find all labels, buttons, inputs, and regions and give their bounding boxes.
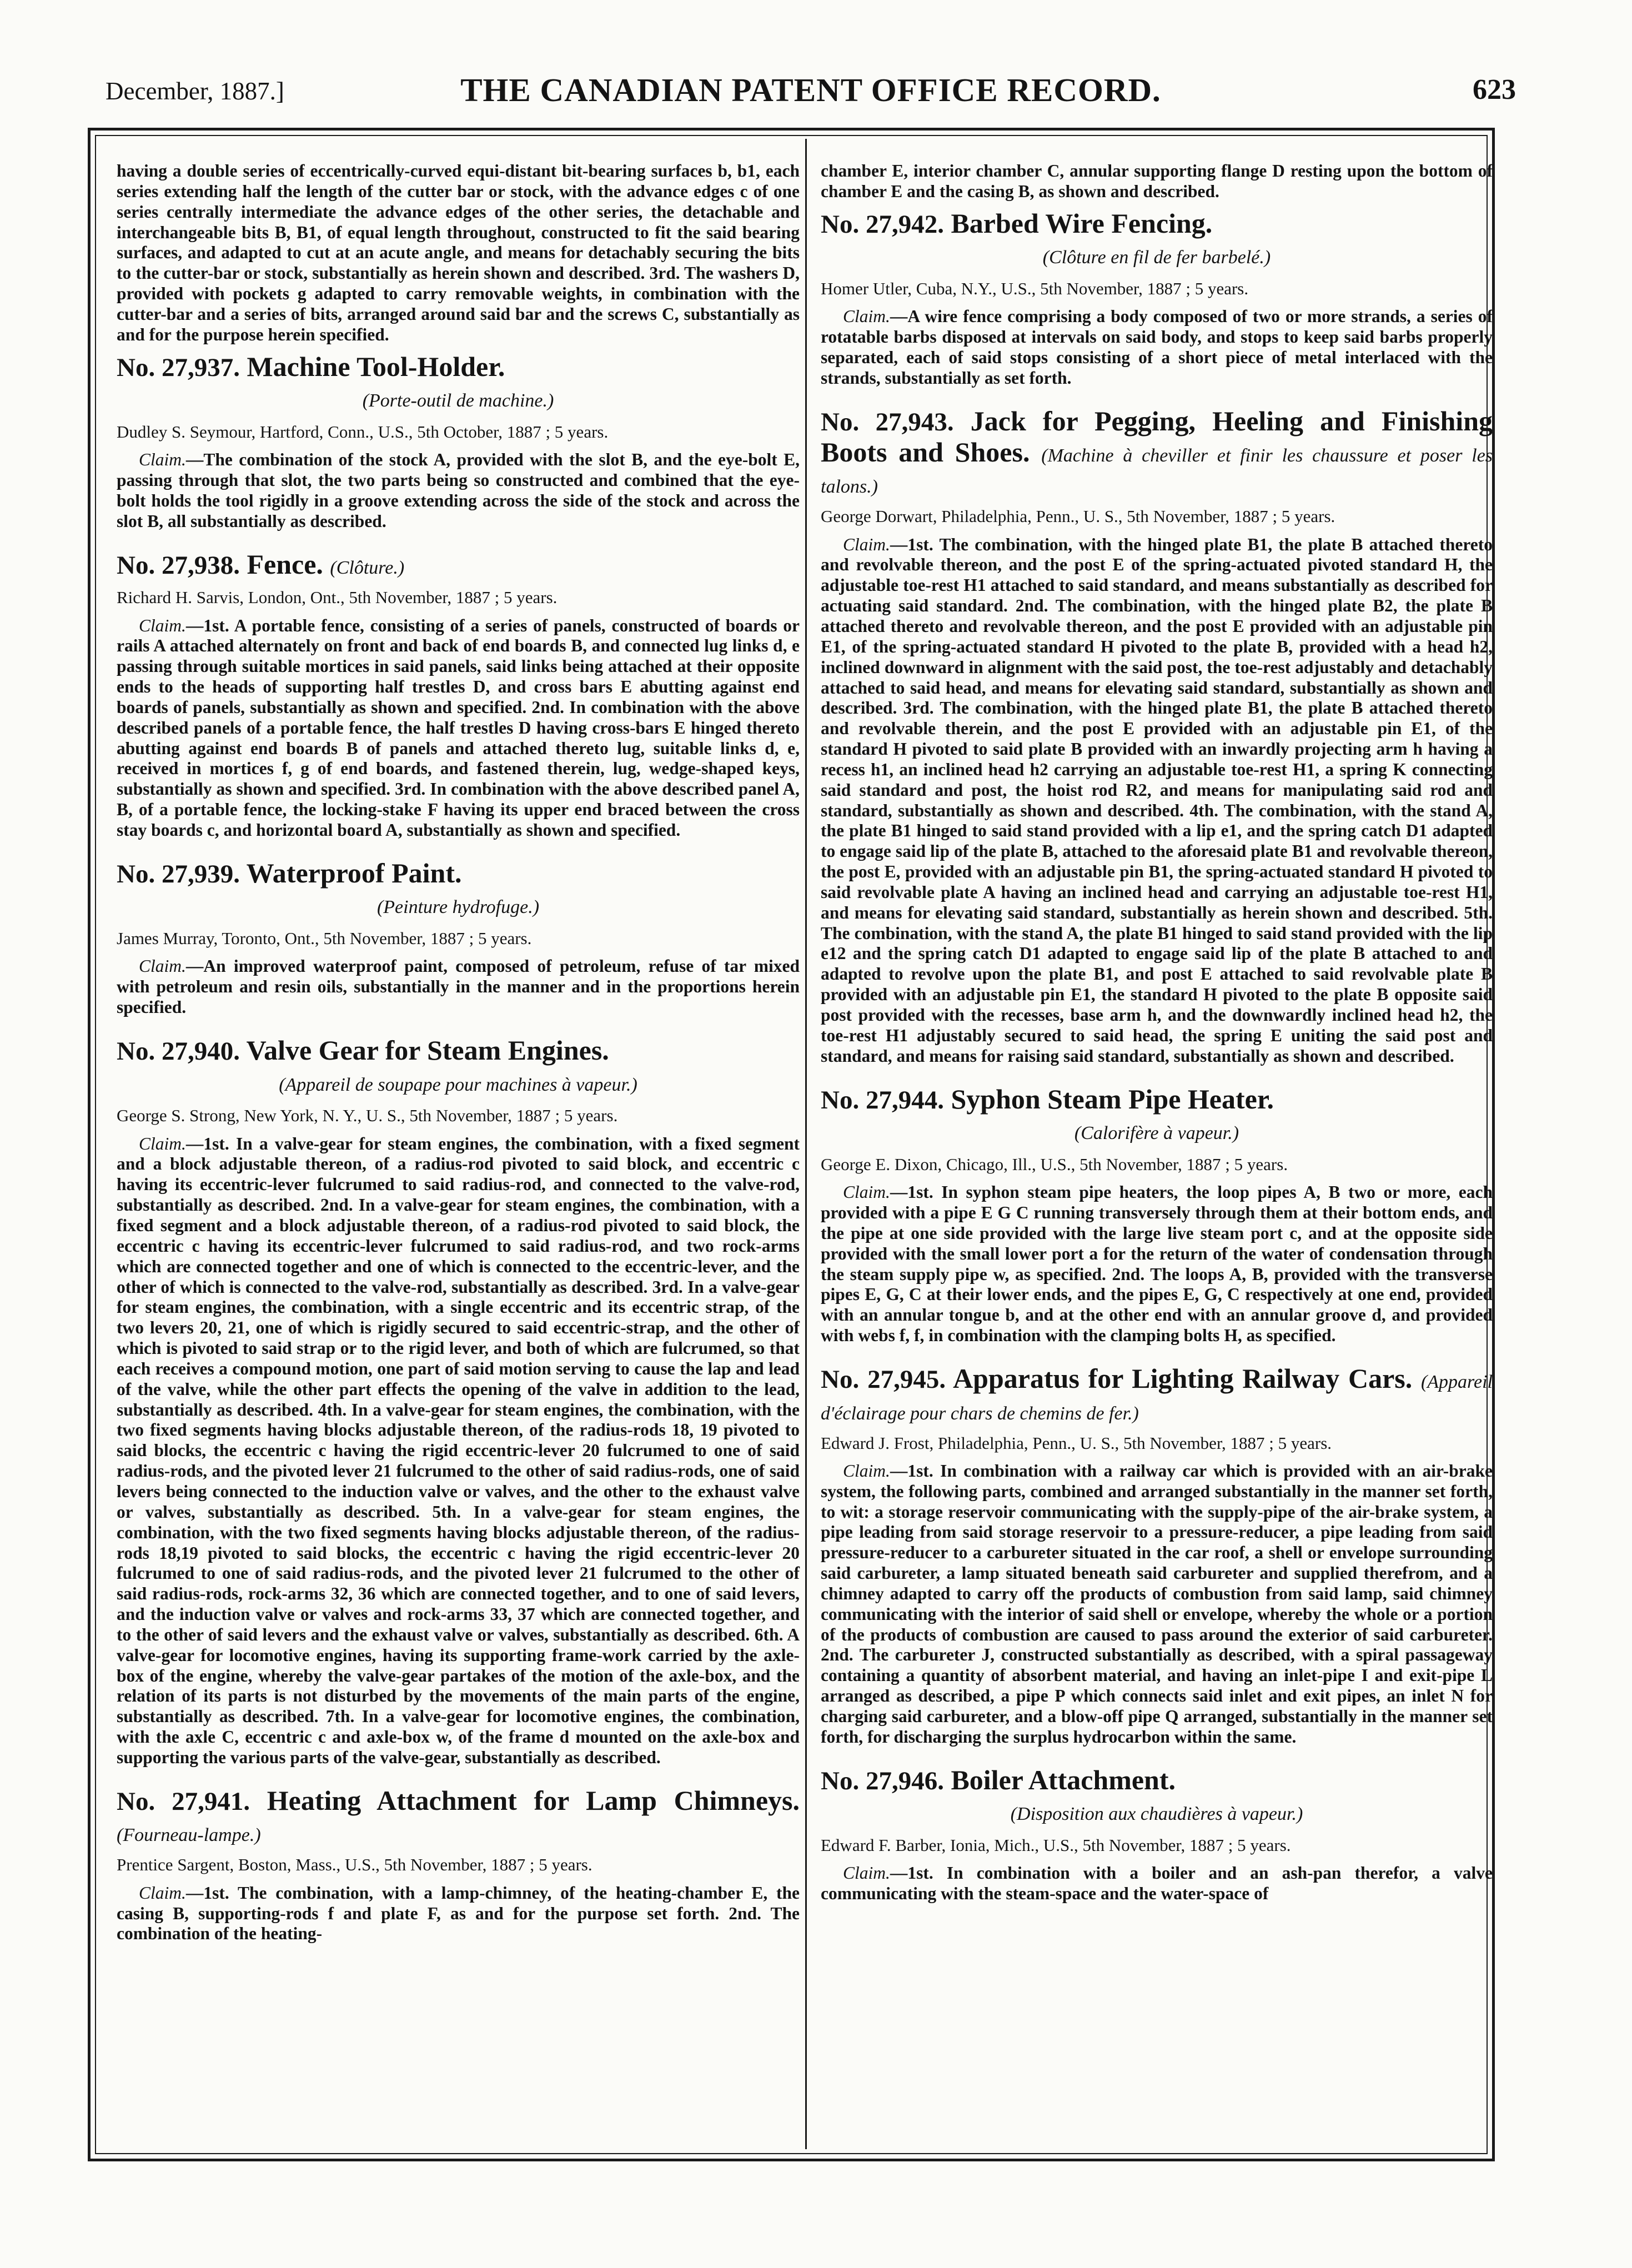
french-title: (Disposition aux chaudières à vapeur.) xyxy=(1010,1804,1303,1825)
page-number: 623 xyxy=(1473,74,1516,106)
patent-entry xyxy=(117,857,800,1018)
claim-label: Claim. xyxy=(843,307,890,327)
french-title: (Clôture en fil de fer barbelé.) xyxy=(1042,247,1271,268)
claim-body: —1st. The combination, with a lamp-chimney, of the heating-chamber E, the casing B, supporting-rods f and plate F, as and for the purpose set forth. 2nd. The combination of the heating- xyxy=(117,1883,800,1944)
right-patent-list xyxy=(821,208,1493,1904)
french-title: (Calorifère à vapeur.) xyxy=(1074,1123,1239,1144)
claim-label: Claim. xyxy=(139,450,186,470)
patent-heading xyxy=(117,549,800,580)
claim-body: —1st. The combination, with the hinged plate B1, the plate B attached thereto and revolvable thereon, and the post E of the spring-actuated pivoted standard H, the adjustable toe-rest H1 attached to said standard, and means substantially as described for actuating said standard. 2nd. The combination, with the hinged plate B2, the plate B attached thereto and revolvable thereon, and the post E provided with an adjustable pin E1, of the spring-actuated standard H pivoted to the plate B, provided with a head h2, inclined downward in alignment with the said post, the toe-rest adjustably and detachably attached to said head, and means for elevating said standard, substantially as shown and described. 3rd. The combination, with the hinged plate B1, the plate B attached thereto and revolvable therein, and the post E provided with an adjustable pin E1, of the standard H pivoted to said plate B provided with an inwardly projecting arm h having a recess h1, an inclined head h2 carrying an adjustable toe-rest H1, a spring K connecting said standard and post, the hoist rod R2, and means for manipulating said rod and standard, substantially as shown and described. 4th. The combination, with the stand A, the plate B1 hinged to said stand provided with a lip e1, and the spring catch D1 adapted to engage said lip of the plate B, attached to the aforesaid plate B1 and revolvable thereon, the post E, provided with an adjustable pin B1, the spring-actuated standard H pivoted to said revolvable plate A having an inclined head and carrying an adjustable toe-rest H1, and means for elevating said standard, substantially as herein shown and described. 5th. The combination, with the stand A, the plate B1 hinged to said stand provided with the lip e12 and the spring catch D1 adapted to engage said lip of the plate B attached to and adapted to revolve upon the plate B1, and post E attached to said revolvable plate B provided with an adjustable pin E1, the standard H pivoted to the plate B opposite said post provided with the recesses, base arm h, and the downwardly inclined head h2, the toe-rest H1 adjustably secured to said head, the spring E uniting the said post and standard, and means for raising said standard, substantially as shown and described. xyxy=(821,534,1493,1066)
inventor-line: Edward J. Frost, Philadelphia, Penn., U. S., 5th November, 1887 ; 5 years. xyxy=(821,1433,1332,1453)
claim-text xyxy=(821,1182,1493,1346)
continued-claim-text: chamber E, interior chamber C, annular supporting flange D resting upon the bottom of chamber E and the casing B, as shown and described. xyxy=(821,161,1493,201)
inventor-line: George E. Dixon, Chicago, Ill., U.S., 5th November, 1887 ; 5 years. xyxy=(821,1154,1288,1174)
patent-heading xyxy=(821,1083,1493,1115)
patent-entry xyxy=(821,1363,1493,1748)
left-column xyxy=(117,161,800,1944)
french-title: (Porte-outil de machine.) xyxy=(362,390,554,412)
column-divider xyxy=(805,139,807,2149)
patent-entry xyxy=(117,1035,800,1768)
inventor-line: Dudley S. Seymour, Hartford, Conn., U.S., 5th October, 1887 ; 5 years. xyxy=(117,422,609,441)
french-title: (Clôture.) xyxy=(330,557,405,578)
claim-text xyxy=(821,535,1493,1067)
patent-title: Machine Tool-Holder. xyxy=(247,350,505,382)
inventor-line: Homer Utler, Cuba, N.Y., U.S., 5th November, 1887 ; 5 years. xyxy=(821,279,1249,299)
patent-heading xyxy=(821,1764,1493,1796)
publication-title: THE CANADIAN PATENT OFFICE RECORD. xyxy=(460,72,1161,108)
inventor-line: George Dorwart, Philadelphia, Penn., U. S., 5th November, 1887 ; 5 years. xyxy=(821,506,1335,526)
patent-title: Barbed Wire Fencing. xyxy=(951,207,1213,239)
patent-number: No. 27,940. xyxy=(117,1036,240,1066)
claim-label: Claim. xyxy=(843,1863,890,1883)
patent-heading xyxy=(117,1035,800,1066)
claim-label: Claim. xyxy=(843,1461,890,1481)
inventor-line: George S. Strong, New York, N. Y., U. S., 5th November, 1887 ; 5 years. xyxy=(117,1106,618,1126)
patent-entry xyxy=(821,405,1493,1067)
patent-heading xyxy=(821,1363,1493,1426)
patent-title: Waterproof Paint. xyxy=(246,857,462,889)
patent-title: Apparatus for Lighting Railway Cars. xyxy=(953,1362,1413,1394)
patent-heading xyxy=(821,405,1493,499)
patent-number: No. 27,943. xyxy=(821,407,954,436)
claim-body: —1st. In combination with a boiler and an ash-pan therefor, a valve communicating with the steam-space and the water-space of xyxy=(821,1863,1493,1904)
claim-text xyxy=(821,1863,1493,1904)
claim-body: —1st. In combination with a railway car which is provided with an air-brake system, the following parts, combined and arranged substantially in the manner set forth, to wit: a storage reservoir communicating with the supply-pipe of the air-brake system, a pipe leading from said storage reservoir to a pressure-reducer, a pipe leading from said pressure-reducer to a carbureter situated in the car roof, a shell or envelope surrounding said carbureter, a lamp situated beneath said carbureter and supplied therefrom, and a chimney adapted to carry off the products of combustion from said lamp, said chimney communicating with the interior of said shell or envelope, whereby the whole or a portion of the products of combustion are caused to pass around the exterior of said carbureter. 2nd. The carbureter J, constructed substantially as described, with a spiral passageway containing a quantity of absorbent material, and having an inlet-pipe I and exit-pipe L arranged as described, a pipe P which connects said inlet and exit pipes, an inlet N for charging said carbureter, and a blow-off pipe Q arranged, substantially in the manner set forth, for discharging the surplus hydrocarbon within the same. xyxy=(821,1461,1493,1747)
claim-body: —The combination of the stock A, provided with the slot B, and the eye-bolt E, passing through that slot, the two parts being so constructed and combined that the eye-bolt holds the tool rigidly in a groove extending across the side of the stock and across the slot B, all substantially as described. xyxy=(117,450,800,531)
claim-body: —An improved waterproof paint, composed of petroleum, refuse of tar mixed with petroleum and resin oils, substantially in the manner and in the proportions herein specified. xyxy=(117,956,800,1017)
patent-heading xyxy=(117,857,800,889)
patent-title: Heating Attachment for Lamp Chimneys. xyxy=(267,1784,800,1816)
patent-number: No. 27,944. xyxy=(821,1085,944,1115)
continued-claim-text: having a double series of eccentrically-curved equi-distant bit-bearing surfaces b, b1, each series extending half the length of the cutter bar or stock, with the advance edges c of one series centrally intermediate the advance edges of the other series, the detachable and interchangeable bits B, B1, of equal length throughout, constructed to fit the said bearing surfaces, and adapted to cut at an acute angle, and means for detachably securing the bits to the cutter-bar or stock, substantially as herein shown and described. 3rd. The washers D, provided with pockets g adapted to carry removable weights, in combination with the cutter-bar and a series of bits, arranged around said bar and the screws C, substantially as and for the purpose herein specified. xyxy=(117,161,800,344)
claim-text xyxy=(117,616,800,841)
patent-number: No. 27,938. xyxy=(117,550,240,580)
french-title: (Appareil de soupape pour machines à vapeur.) xyxy=(279,1074,637,1095)
right-column xyxy=(821,161,1493,1904)
claim-label: Claim. xyxy=(843,534,890,554)
patent-heading xyxy=(117,351,800,383)
issue-date: December, 1887.] xyxy=(106,77,284,105)
claim-text xyxy=(117,450,800,531)
claim-text xyxy=(117,1134,800,1768)
claim-text xyxy=(117,1883,800,1945)
patent-number: No. 27,946. xyxy=(821,1766,944,1795)
patent-number: No. 27,939. xyxy=(117,859,240,889)
patent-entry xyxy=(821,1764,1493,1904)
patent-number: No. 27,942. xyxy=(821,209,944,239)
patent-entry xyxy=(117,549,800,841)
patent-entry xyxy=(117,351,800,532)
claim-label: Claim. xyxy=(843,1182,890,1202)
patent-number: No. 27,937. xyxy=(117,353,240,382)
inventor-line: Prentice Sargent, Boston, Mass., U.S., 5th November, 1887 ; 5 years. xyxy=(117,1855,592,1875)
claim-text xyxy=(117,956,800,1018)
inventor-line: Edward F. Barber, Ionia, Mich., U.S., 5th November, 1887 ; 5 years. xyxy=(821,1835,1291,1855)
claim-label: Claim. xyxy=(139,1133,186,1153)
french-title: (Peinture hydrofuge.) xyxy=(376,897,540,918)
patent-title: Syphon Steam Pipe Heater. xyxy=(951,1083,1274,1115)
patent-entry xyxy=(117,1785,800,1944)
left-patent-list xyxy=(117,351,800,1945)
patent-entry xyxy=(821,208,1493,389)
patent-number: No. 27,945. xyxy=(821,1364,946,1394)
inventor-line: James Murray, Toronto, Ont., 5th November, 1887 ; 5 years. xyxy=(117,929,532,949)
claim-text xyxy=(821,307,1493,388)
french-title: (Fourneau-lampe.) xyxy=(117,1825,261,1846)
running-head xyxy=(106,71,1516,110)
claim-body: —1st. In syphon steam pipe heaters, the loop pipes A, B two or more, each provided with a pipe E G C running transversely through them at their bottom ends, and the pipe at one side provided with the large live steam port c, and at the opposite side provided with the small lower port a for the return of the water of condensation through the steam supply pipe w, as specified. 2nd. The loops A, B, provided with the transverse pipes E, G, C at their lower ends, and the pipes E, G, C respectively at one end, provided with an annular tongue b, and at the other end with an annular groove d, and provided with webs f, f, in combination with the clamping bolts H, as specified. xyxy=(821,1182,1493,1346)
patent-entry xyxy=(821,1083,1493,1346)
patent-title: Valve Gear for Steam Engines. xyxy=(246,1034,609,1066)
claim-body: —A wire fence comprising a body composed of two or more strands, a series of rotatable barbs disposed at intervals on said body, and stops to keep said barbs properly separated, each of said stops consisting of a short piece of metal interlaced with the strands, substantially as set forth. xyxy=(821,307,1493,388)
patent-title: Fence. xyxy=(247,548,323,580)
claim-body: —1st. A portable fence, consisting of a series of panels, constructed of boards or rails A attached alternately on front and back of end boards B, and connected lug links d, e passing through suitable mortices in said panels, said links being attached at their opposite ends to the heads of supporting half trestles D, and cross bars E abutting against end boards of panels, substantially as shown and specified. 2nd. In combination with the above described panels of a portable fence, the half trestles D having cross-bars E hinged thereto abutting against end boards B of panels and attached thereto lug, suitable links d, e, received in mortices f, g of end boards, and fastened therein, lug, wedge-shaped keys, substantially as shown and specified. 3rd. In combination with the above described panel A, B, of a portable fence, the locking-stake F having its upper end braced between the cross stay boards c, and horizontal board A, substantially as shown and specified. xyxy=(117,615,800,840)
patent-title: Jack for Pegging, Heeling and Finishing Boots and Shoes. xyxy=(821,405,1493,468)
claim-label: Claim. xyxy=(139,956,186,976)
claim-label: Claim. xyxy=(139,615,186,635)
patent-heading xyxy=(117,1785,800,1848)
french-title: (Machine à cheviller et finir les chaussure et poser les talons.) xyxy=(821,445,1493,498)
french-title: (Appareil d'éclairage pour chars de chemins de fer.) xyxy=(821,1371,1493,1424)
claim-text xyxy=(821,1461,1493,1748)
patent-title: Boiler Attachment. xyxy=(951,1764,1176,1795)
patent-heading xyxy=(821,208,1493,239)
claim-label: Claim. xyxy=(139,1883,186,1903)
claim-body: —1st. In a valve-gear for steam engines, the combination, with a fixed segment and a block adjustable thereon, of a radius-rod pivoted to said block, and eccentric c having its eccentric-lever fulcrumed to said radius-rod, and connected to the valve-rod, substantially as described. 2nd. In a valve-gear for steam engines, the combination, with a fixed segment and a block adjustable thereon, of a radius-rod pivoted to said block, the eccentric c having its eccentric-lever fulcrumed to said radius-rod, and two rock-arms which are connected together and one of which is connected to the eccentric-lever, and the other of which is connected to the valve-rod, substantially as described. 3rd. In a valve-gear for steam engines, the combination, with a single eccentric and its eccentric strap, of the two levers 20, 21, one of which is rigidly secured to said eccentric-strap, and the other of which is pivoted to said strap or to the rigid lever, and both of which are fulcrumed, so that each receives a compound motion, one part of said motion serving to cause the lap and lead of the valve, while the other part effects the opening of the valve in addition to the lead, substantially as described. 4th. In a valve-gear for steam engines, the combination, with the two fixed segments having blocks adjustable thereon, of the radius-rods 18, 19 pivoted to said blocks, the eccentric c having the rigid eccentric-lever 20 fulcrumed to one of said radius-rods, and the pivoted lever 21 fulcrumed to the other of said radius-rods, one of said levers being connected to the induction valve or valves, and the other to the exhaust valve or valves, substantially as described. 5th. In a valve-gear for steam engines, the combination, with the two fixed segments having blocks adjustable thereon, of the radius-rods 18,19 pivoted to said blocks, the eccentric c having the rigid eccentric-lever 20 fulcrumed to one of said radius-rods, and the pivoted lever 21 fulcrumed to the other of said radius-rods, rock-arms 32, 36 which are connected together, and to one of said levers, and the induction valve or valves and rock-arms 33, 37 which are connected together, and to the other of said levers and the exhaust valve or valves, substantially as described. 6th. A valve-gear for locomotive engines, having its supporting frame-work carried by the axle-box of the engine, whereby the valve-gear partakes of the motion of the axle-box, and the relation of its parts is not disturbed by the movements of the main parts of the engine, substantially as described. 7th. In a valve-gear for locomotive engines, the combination, with the axle C, eccentric c and axle-box w, of the frame d mounted on the axle-box and supporting the various parts of the valve-gear, substantially as described. xyxy=(117,1133,800,1767)
patent-number: No. 27,941. xyxy=(117,1787,250,1816)
inventor-line: Richard H. Sarvis, London, Ont., 5th November, 1887 ; 5 years. xyxy=(117,588,558,608)
